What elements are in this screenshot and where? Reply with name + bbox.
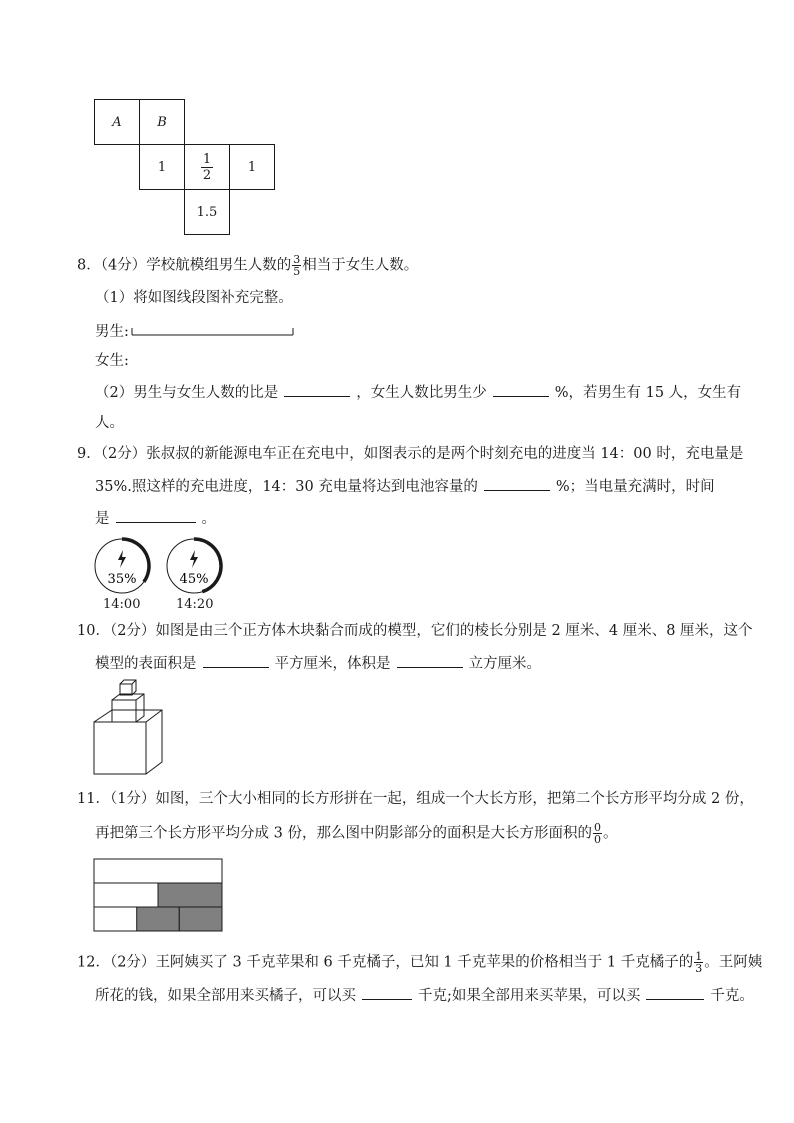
- q8-number: 8．: [77, 257, 101, 274]
- gauge-time-1: 14:00: [103, 597, 141, 612]
- q9-time-blank[interactable]: [116, 508, 196, 523]
- q10-score: （2分）: [109, 623, 156, 639]
- net-cell-b: B: [139, 99, 185, 145]
- q12-frac-den: 3: [695, 962, 703, 975]
- q8-frac-den: 5: [293, 265, 301, 278]
- three-rectangles-figure: [92, 857, 226, 933]
- q9-text2a: 35%.照这样的充电进度，14：30 充电量将达到电池容量的: [95, 479, 478, 495]
- q8-fraction: [292, 254, 301, 277]
- q12-orange-blank[interactable]: [362, 985, 412, 1000]
- q9-number: 9．: [77, 446, 101, 462]
- q12-text2b: 千克;如果全部用来买苹果，可以买: [418, 988, 641, 1004]
- shaded-third-2: [179, 907, 222, 931]
- q11-text1: 如图，三个大小相同的长方形拼在一起，组成一个大长方形，把第二个长方形平均分成 2 份，: [155, 791, 754, 807]
- shaded-third-1: [137, 907, 180, 931]
- q11-text2b: 。: [602, 825, 618, 842]
- q10-number: 10．: [77, 623, 110, 639]
- q8-boys-label: 男生:: [95, 324, 129, 340]
- q8-sub2-a: （2）男生与女生人数的比是: [95, 385, 279, 401]
- q11-frac-den: 0: [593, 833, 601, 846]
- charge-gauge-1400: [92, 536, 156, 596]
- q10-area-blank[interactable]: [203, 653, 269, 668]
- q12-text1b: 。王阿姨: [704, 954, 763, 971]
- boys-segment-bar: [130, 325, 296, 339]
- net-cell-a: A: [94, 99, 140, 145]
- q12-number: 12．: [77, 954, 110, 971]
- gauge-percent-label: 45%: [179, 572, 209, 587]
- q8-sub2-end: 人。: [95, 415, 124, 431]
- q9-text2b: %；当电量充满时，时间: [555, 479, 715, 495]
- q8-sub2-c: %，若男生有 15 人，女生有: [554, 385, 742, 401]
- q11-text2a: 再把第三个长方形平均分成 3 份，那么图中阴影部分的面积是大长方形面积的: [95, 825, 592, 842]
- q8-ratio-blank[interactable]: [284, 382, 350, 397]
- q9-percent-blank[interactable]: [484, 476, 550, 491]
- q10-text2a: 模型的表面积是: [95, 656, 197, 672]
- q11-line1: [77, 789, 754, 809]
- net-cell-1-5: 1.5: [184, 189, 230, 235]
- q8-frac-num: 3: [293, 253, 301, 266]
- net-half-denominator: 2: [202, 167, 212, 183]
- q8-text-b: 相当于女生人数。: [302, 257, 419, 274]
- q12-line2: [95, 985, 754, 1006]
- q11-score: （1分）: [109, 791, 156, 807]
- q10-text1: 如图是由三个正方体木块黏合而成的模型，它们的棱长分别是 2 厘米、4 厘米、8 厘米，这个: [155, 623, 753, 639]
- q11-frac-num: 0: [593, 821, 601, 834]
- q12-fraction: [694, 951, 703, 974]
- q9-text3a: 是: [95, 511, 110, 527]
- q9-score: （2分）: [100, 446, 147, 462]
- q11-line2: [95, 822, 617, 845]
- q10-text2c: 立方厘米。: [468, 656, 541, 672]
- stacked-cubes-figure: [92, 678, 166, 778]
- charge-gauge-1420: [164, 536, 228, 596]
- q8-girls-label: 女生:: [95, 353, 129, 369]
- q12-text2a: 所花的钱，如果全部用来买橘子，可以买: [95, 988, 356, 1004]
- q11-answer-fraction[interactable]: [593, 822, 602, 845]
- q8-score: （4分）: [100, 257, 147, 274]
- gauge-time-2: 14:20: [176, 597, 214, 612]
- q9-text1: 张叔叔的新能源电车正在充电中，如图表示的是两个时刻充电的进度当 14：00 时，充电量是: [146, 446, 744, 462]
- q9-line1: [77, 444, 743, 464]
- q12-text2c: 千克。: [710, 988, 754, 1004]
- gauge-percent-label: 35%: [107, 572, 137, 587]
- net-cell-half: [184, 144, 230, 190]
- q10-line2: [95, 653, 541, 674]
- q12-apple-blank[interactable]: [646, 985, 704, 1000]
- shaded-half: [158, 883, 222, 907]
- q11-number: 11．: [77, 791, 110, 807]
- q9-line2: [95, 476, 715, 497]
- q8-percent-blank[interactable]: [493, 382, 549, 397]
- q10-line1: [77, 621, 753, 641]
- lightning-icon: [190, 550, 198, 568]
- q10-volume-blank[interactable]: [397, 653, 463, 668]
- q12-text1a: 王阿姨买了 3 千克苹果和 6 千克橘子，已知 1 千克苹果的价格相当于 1 千克橘子的: [155, 954, 694, 971]
- lightning-icon: [118, 550, 126, 568]
- q9-text3b: 。: [201, 511, 216, 527]
- net-cell-1-left: 1: [139, 144, 185, 190]
- net-half-numerator: 1: [202, 151, 212, 167]
- q8-sub2: [95, 382, 741, 403]
- q8-line1: [77, 254, 418, 277]
- q10-text2b: 平方厘米，体积是: [274, 656, 391, 672]
- net-cell-1-right: 1: [229, 144, 275, 190]
- q8-sub2-b: ，女生人数比男生少: [356, 385, 487, 401]
- q12-line1: [77, 951, 762, 974]
- q8-sub1: （1）将如图线段图补充完整。: [95, 290, 293, 306]
- q12-score: （2分）: [109, 954, 156, 971]
- q8-text-a: 学校航模组男生人数的: [146, 257, 292, 274]
- q12-frac-num: 1: [695, 950, 703, 963]
- q9-line3: [95, 508, 216, 529]
